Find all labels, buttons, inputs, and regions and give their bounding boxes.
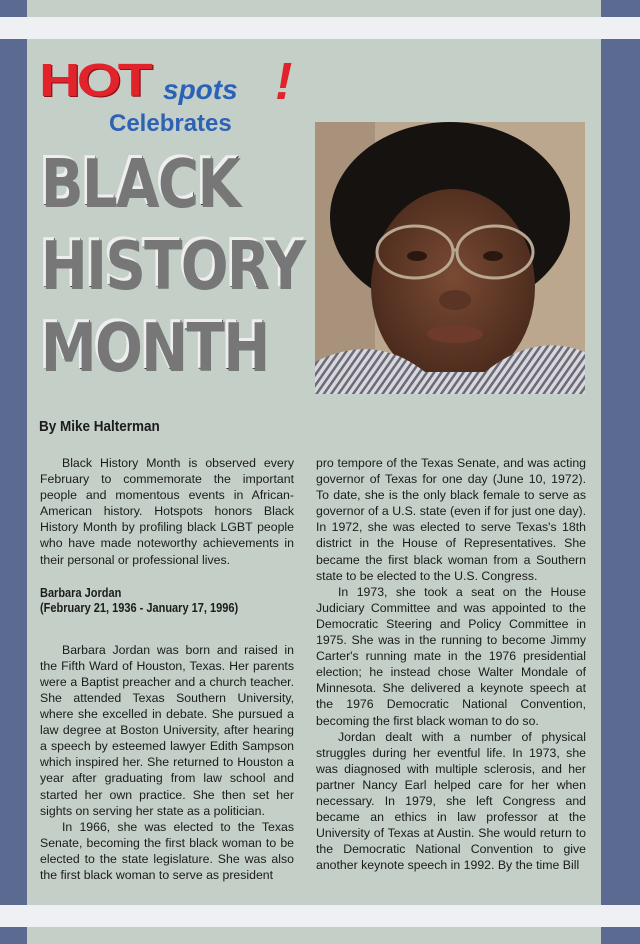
subject-heading (40, 586, 264, 616)
logo-exclamation: ! (275, 53, 293, 111)
title-word-month: MONTH (39, 304, 270, 390)
article-left-column (40, 455, 294, 883)
body-paragraph: In 1973, she took a seat on the House Judiciary Committee and was appointed to the Democratic Steering and Policy Committee in 1975. She was in the running to become Jimmy Carter's running mate in the 1976 presidential election; he instead chose Walter Mondale of Minnesota. She delivered a keynote speech at the 1976 Democratic National Convention, becoming the first black woman to do so. (316, 584, 586, 728)
subject-name: Barbara Jordan (40, 585, 122, 600)
subject-dates: (February 21, 1936 - January 17, 1996) (40, 600, 239, 615)
body-paragraph: In 1966, she was elected to the Texas Senate, becoming the first black woman to be elected to the state legislature. She was also the first black woman to serve as president (40, 819, 294, 882)
magazine-page (27, 0, 601, 944)
author-byline: By Mike Halterman (39, 418, 160, 435)
celebrates-heading: Celebrates (109, 110, 232, 137)
body-paragraph: pro tempore of the Texas Senate, and was acting governor of Texas for one day (June 10, 1972). To date, she is the only black female to serve as governor of a U.S. state (even if for just one day). In 1972, she was elected to serve Texas's 18th district in the House of Representatives. She became the first black woman from a Southern state to be elected to the U.S. Congress. (316, 456, 586, 583)
body-paragraph: Barbara Jordan was born and raised in the Fifth Ward of Houston, Texas. Her parents were a Baptist preacher and a church teacher. She attended Texas Southern University, where she excelled in debate. She pursued a law degree at Boston University, after hearing a speech by esteemed lawyer Edith Sampson which inspired her. She returned to Houston a year after graduating from law school and started her own practice. She then set her sights on serving her state as a politician. (40, 642, 294, 818)
body-paragraph: Jordan dealt with a number of physical struggles during her eventful life. In 1973, she was diagnosed with multiple sclerosis, and her partner Nancy Earl helped care for her when necessary. In 1979, she left Congress and became an ethics in law professor at the University of Texas at Austin. She would return to the Democratic National Convention to give another keynote speech in 1992. By the time Bill (316, 729, 586, 873)
top-page-strip (27, 17, 601, 39)
intro-paragraph: Black History Month is observed every February to commemorate the important people and momentous events in African-American history. Hotspots honors Black History Month by profiling black LGBT people who have made noteworthy achievements in their personal or professional lives. (40, 456, 294, 567)
black-history-month-title (39, 140, 301, 395)
article-right-column (316, 455, 586, 873)
logo-spots-text: spots (163, 74, 238, 105)
bottom-divider-strip (0, 905, 640, 927)
hotspots-logo (39, 53, 309, 112)
logo-hot-text: HOT (39, 54, 150, 106)
title-word-history: HISTORY (39, 222, 270, 308)
portrait-photo (315, 122, 585, 394)
title-word-black: BLACK (39, 140, 270, 226)
